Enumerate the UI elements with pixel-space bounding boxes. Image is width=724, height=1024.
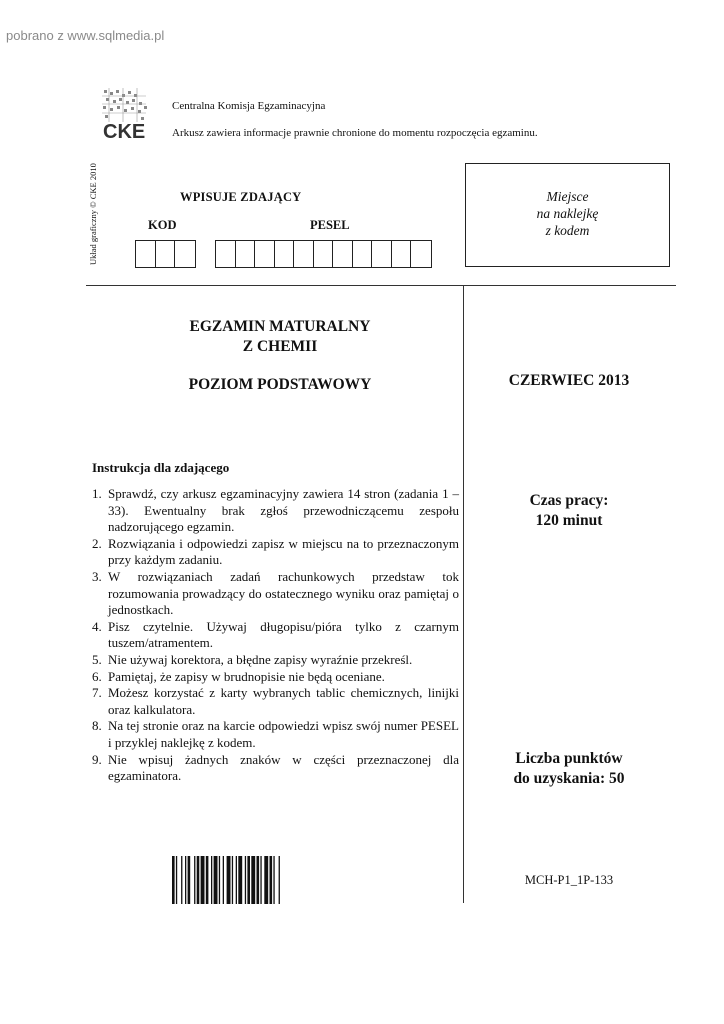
sheet-code: MCH-P1_1P-133 [524,873,614,887]
barcode-bar [185,856,186,904]
barcode-bar [260,856,261,904]
sticker-line: na naklejkę [536,206,599,221]
instruction-number: 1. [92,486,102,501]
graphic-layout-note: Układ graficzny © CKE 2010 [88,163,98,265]
logo-text: CKE [103,121,146,143]
instruction-item [92,718,459,751]
barcode-bar [257,856,260,904]
barcode-bar [181,856,182,904]
institution-name: Centralna Komisja Egzaminacyjna [172,100,326,112]
instruction-item [92,619,459,652]
barcode [172,856,372,904]
instruction-text: Na tej stronie oraz na karcie odpowiedzi wpisz swój numer PESEL i przyklej naklejkę z kodem. [108,718,459,750]
pesel-digit-box[interactable] [294,241,314,267]
barcode-bar [214,856,218,904]
instruction-item [92,536,459,569]
vertical-divider [463,285,464,903]
kod-label: KOD [148,218,177,232]
instruction-number: 9. [92,751,102,767]
instruction-number: 7. [92,685,102,701]
instruction-item [92,486,459,536]
barcode-bar [194,856,195,904]
barcode-bar [270,856,273,904]
instruction-item [92,652,459,669]
pesel-digit-box[interactable] [372,241,392,267]
watermark: pobrano z www.sqlmedia.pl [6,28,165,43]
kod-digit-box[interactable] [175,241,195,267]
sticker-line: Miejsce [546,189,589,204]
barcode-bar [211,856,212,904]
pesel-input-boxes[interactable] [215,240,432,268]
barcode-bar [188,856,191,904]
barcode-bar [201,856,205,904]
barcode-bar [247,856,250,904]
exam-session: CZERWIEC 2013 [508,372,630,389]
candidate-heading: WPISUJE ZDAJĄCY [180,190,302,204]
instruction-number: 6. [92,668,102,684]
instruction-text: W rozwiązaniach zadań rachunkowych przedstaw tok rozumowania prowadzący do ostatecznego wyniku oraz pamiętaj o jednostkach. [108,568,459,618]
instruction-item [92,685,459,718]
instruction-text: Pisz czytelnie. Używaj długopisu/pióra tylko z czarnym tuszem/atramentem. [108,618,459,651]
pesel-digit-box[interactable] [314,241,334,267]
kod-digit-box[interactable] [136,241,156,267]
instruction-text: Możesz korzystać z karty wybranych tablic chemicznych, linijki oraz kalkulatora. [108,685,459,717]
instruction-number: 5. [92,651,102,667]
barcode-bar [245,856,246,904]
time-label: Czas pracy: [529,492,609,509]
time-value: 120 minut [535,512,603,529]
barcode-bar [206,856,209,904]
pesel-digit-box[interactable] [275,241,295,267]
barcode-bar [236,856,237,904]
pesel-digit-box[interactable] [353,241,373,267]
horizontal-divider [86,285,676,286]
instructions-title: Instrukcja dla zdającego [92,460,230,475]
exam-level: POZIOM PODSTAWOWY [188,376,372,393]
pesel-digit-box[interactable] [255,241,275,267]
instruction-text: Pamiętaj, że zapisy w brudnopisie nie będą oceniane. [108,668,385,684]
instruction-text: Nie używaj korektora, a błędne zapisy wyraźnie przekreśl. [108,651,413,667]
pesel-digit-box[interactable] [411,241,431,267]
instruction-item [92,669,459,686]
barcode-bar [227,856,231,904]
barcode-bar [238,856,242,904]
exam-title: EGZAMIN MATURALNY [189,318,371,335]
barcode-bar [172,856,175,904]
barcode-bar [273,856,274,904]
instruction-text: Rozwiązania i odpowiedzi zapisz w miejscu na to przeznaczonym przy każdym zadaniu. [108,535,459,568]
instructions-list [92,486,459,785]
pesel-digit-box[interactable] [333,241,353,267]
barcode-bar [251,856,255,904]
instruction-text: Sprawdź, czy arkusz egzaminacyjny zawiera 14 stron (zadania 1 – 33). Ewentualny brak zgłoś przewodniczącemu zespołu nadzorującego egzamin. [108,486,459,535]
instruction-text: Nie wpisuj żadnych znaków w części przeznaczonej dla egzaminatora. [108,751,459,784]
instruction-number: 2. [92,535,102,551]
points-value: do uzyskania: 50 [513,770,625,787]
barcode-bar [264,856,268,904]
instruction-item [92,569,459,619]
kod-digit-box[interactable] [156,241,176,267]
exam-subject: Z CHEMII [242,338,318,355]
sticker-line: z kodem [545,223,590,238]
barcode-bar [232,856,233,904]
barcode-bar [279,856,280,904]
instruction-number: 4. [92,618,102,634]
kod-input-boxes[interactable] [135,240,196,268]
sticker-area [465,163,670,267]
instruction-item [92,752,459,785]
barcode-bar [197,856,200,904]
points-label: Liczba punktów [515,750,623,767]
barcode-bar [223,856,224,904]
barcode-bar [219,856,220,904]
confidentiality-notice: Arkusz zawiera informacje prawnie chronione do momentu rozpoczęcia egzaminu. [172,127,538,139]
pesel-digit-box[interactable] [236,241,256,267]
instruction-number: 8. [92,718,102,734]
pesel-digit-box[interactable] [392,241,412,267]
barcode-bar [176,856,177,904]
pesel-label: PESEL [310,218,350,232]
instruction-number: 3. [92,568,102,584]
pesel-digit-box[interactable] [216,241,236,267]
cke-logo [100,88,150,144]
